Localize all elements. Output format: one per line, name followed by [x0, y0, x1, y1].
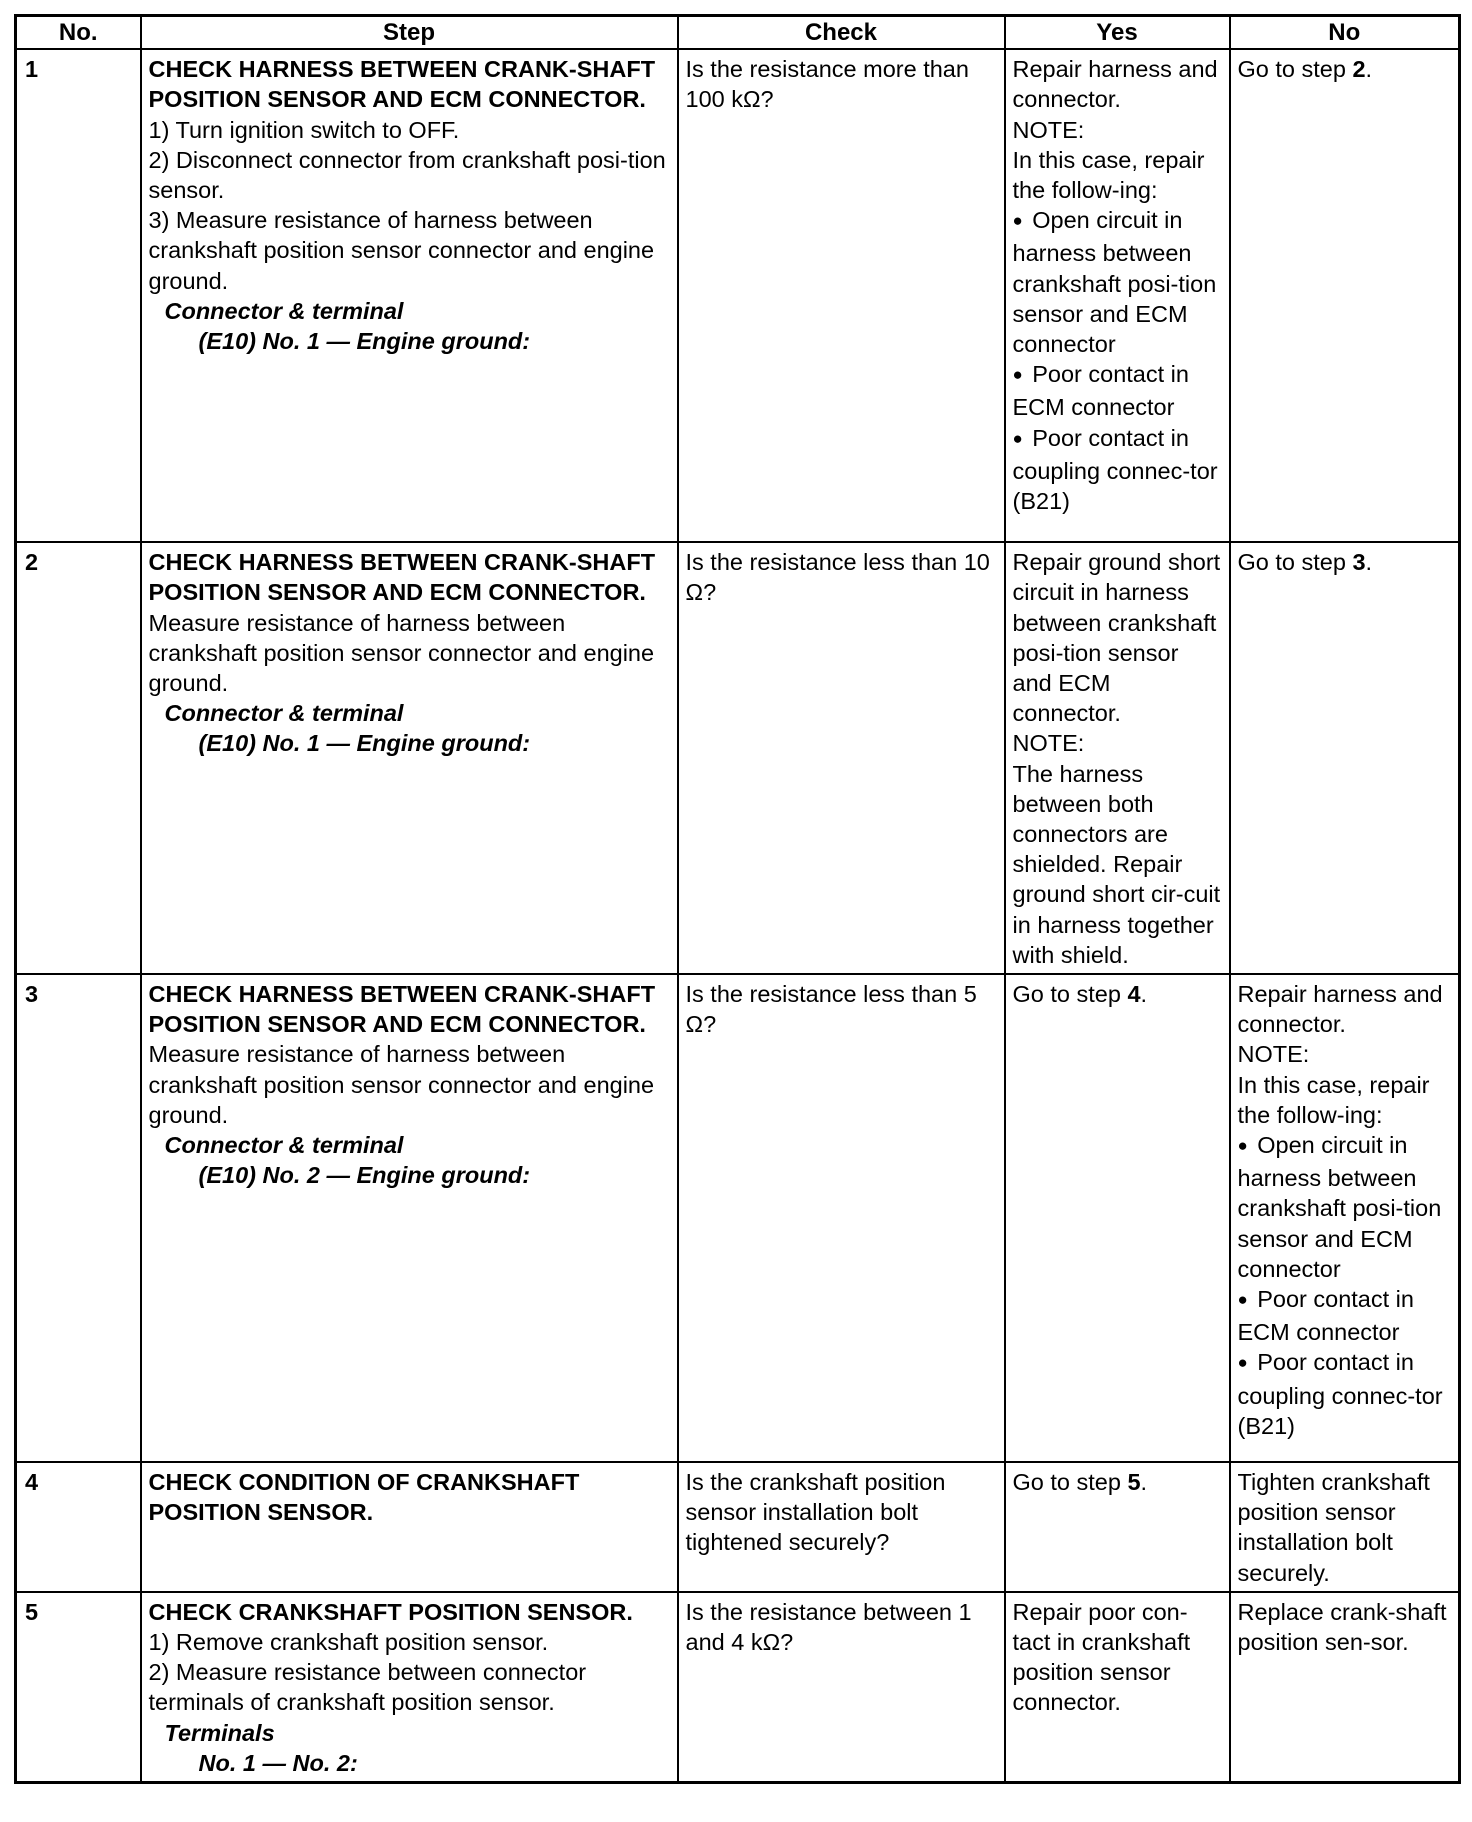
step-cell: [141, 542, 678, 974]
no-cell: [1230, 974, 1460, 1462]
yes-cell: Repair poor con-tact in crankshaft position sensor connector.: [1005, 1592, 1230, 1783]
step-number: 3: [16, 974, 141, 1462]
header-check: Check: [678, 16, 1005, 50]
yes-cell: [1005, 1462, 1230, 1592]
bullet-item: ● Poor contact in ECM connector: [1238, 1284, 1452, 1347]
header-no: No.: [16, 16, 141, 50]
no-cell: [1230, 49, 1460, 542]
step-number: 5: [16, 1592, 141, 1783]
check-cell: Is the crankshaft position sensor installation bolt tightened securely?: [678, 1462, 1005, 1592]
goto-prefix: Go to step: [1012, 1469, 1128, 1496]
goto-step-number: 2: [1352, 56, 1366, 83]
step-number: 4: [16, 1462, 141, 1592]
connector-heading: Connector & terminal: [164, 700, 404, 727]
bullet-item: ● Poor contact in ECM connector: [1013, 359, 1222, 422]
header-yes: Yes: [1005, 16, 1230, 50]
step-line: 1) Turn ignition switch to OFF.: [148, 116, 460, 143]
check-cell: Is the resistance more than 100 kΩ?: [678, 49, 1005, 542]
yes-cell: [1005, 542, 1230, 974]
connector-terminal: (E10) No. 2 — Engine ground:: [198, 1162, 531, 1189]
bullet-item: ● Poor contact in coupling connec-tor (B21): [1238, 1347, 1452, 1441]
step-line: Measure resistance of harness between crankshaft position sensor connector and engine ground.: [148, 1041, 655, 1128]
bullet-item: ● Open circuit in harness between crankshaft posi-tion sensor and ECM connector: [1013, 205, 1222, 359]
goto-suffix: .: [1140, 981, 1148, 1008]
step-line: 2) Measure resistance between connector terminals of crankshaft position sensor.: [148, 1659, 587, 1716]
yes-cell: [1005, 49, 1230, 542]
note-label: NOTE:: [1012, 116, 1085, 143]
terminals-pair: No. 1 — No. 2:: [198, 1749, 358, 1776]
header-step: Step: [141, 16, 678, 50]
connector-terminal: (E10) No. 1 — Engine ground:: [198, 328, 531, 355]
step-line: Measure resistance of harness between crankshaft position sensor connector and engine ground.: [148, 609, 655, 697]
yes-line: Repair ground short circuit in harness between crankshaft posi-tion sensor and ECM connector.: [1012, 549, 1221, 727]
step-title: CHECK HARNESS BETWEEN CRANK-SHAFT POSITION SENSOR AND ECM CONNECTOR.: [148, 56, 656, 113]
step-title: CHECK HARNESS BETWEEN CRANK-SHAFT POSITION SENSOR AND ECM CONNECTOR.: [148, 981, 656, 1038]
no-line: In this case, repair the follow-ing:: [1237, 1071, 1430, 1128]
step-cell: [141, 1592, 678, 1783]
header-no-result: No: [1230, 16, 1460, 50]
bullet-item: ● Poor contact in coupling connec-tor (B21): [1013, 423, 1222, 517]
table-header-row: [16, 16, 1460, 50]
table-row: [16, 974, 1460, 1462]
step-cell: [141, 49, 678, 542]
step-number: 2: [16, 542, 141, 974]
step-line: 3) Measure resistance of harness between crankshaft position sensor connector and engine ground.: [148, 207, 655, 294]
step-cell: [141, 974, 678, 1462]
goto-suffix: .: [1365, 56, 1373, 83]
goto-step-number: 5: [1127, 1469, 1141, 1496]
note-label: NOTE:: [1237, 1041, 1310, 1068]
goto-prefix: Go to step: [1237, 549, 1353, 576]
step-line: 2) Disconnect connector from crankshaft posi-tion sensor.: [148, 146, 666, 204]
table-row: [16, 542, 1460, 974]
diagnostic-table: [14, 14, 1461, 1784]
yes-cell: [1005, 974, 1230, 1462]
yes-line: In this case, repair the follow-ing:: [1012, 146, 1205, 204]
table-row: [16, 1462, 1460, 1592]
bullet-item: ● Open circuit in harness between crankshaft posi-tion sensor and ECM connector: [1238, 1130, 1452, 1284]
goto-prefix: Go to step: [1012, 981, 1128, 1008]
note-label: NOTE:: [1012, 730, 1085, 757]
check-cell: Is the resistance less than 10 Ω?: [678, 542, 1005, 974]
check-cell: Is the resistance less than 5 Ω?: [678, 974, 1005, 1462]
goto-prefix: Go to step: [1237, 56, 1353, 83]
table-row: [16, 49, 1460, 542]
goto-step-number: 4: [1127, 981, 1141, 1008]
no-line: Repair harness and connector.: [1237, 981, 1443, 1038]
no-cell: Replace crank-shaft position sen-sor.: [1230, 1592, 1460, 1783]
step-number: 1: [16, 49, 141, 542]
yes-line: The harness between both connectors are shielded. Repair ground short cir-cuit in harness together with shield.: [1012, 760, 1221, 968]
step-line: 1) Remove crankshaft position sensor.: [148, 1629, 549, 1656]
connector-heading: Connector & terminal: [164, 297, 404, 324]
goto-suffix: .: [1365, 549, 1373, 576]
connector-terminal: (E10) No. 1 — Engine ground:: [198, 730, 531, 757]
diagnostic-procedure-sheet: [14, 14, 1461, 1784]
no-cell: [1230, 542, 1460, 974]
step-title: CHECK CRANKSHAFT POSITION SENSOR.: [148, 1598, 633, 1625]
goto-step-number: 3: [1352, 549, 1366, 576]
no-cell: Tighten crankshaft position sensor installation bolt securely.: [1230, 1462, 1460, 1592]
goto-suffix: .: [1140, 1469, 1148, 1496]
check-cell: Is the resistance between 1 and 4 kΩ?: [678, 1592, 1005, 1783]
step-title: CHECK HARNESS BETWEEN CRANK-SHAFT POSITION SENSOR AND ECM CONNECTOR.: [148, 549, 656, 606]
table-row: [16, 1592, 1460, 1783]
connector-heading: Connector & terminal: [164, 1132, 404, 1159]
step-title: CHECK CONDITION OF CRANKSHAFT POSITION SENSOR.: [148, 1469, 580, 1526]
yes-line: Repair harness and connector.: [1012, 56, 1218, 113]
step-cell: [141, 1462, 678, 1592]
terminals-heading: Terminals: [164, 1719, 275, 1746]
